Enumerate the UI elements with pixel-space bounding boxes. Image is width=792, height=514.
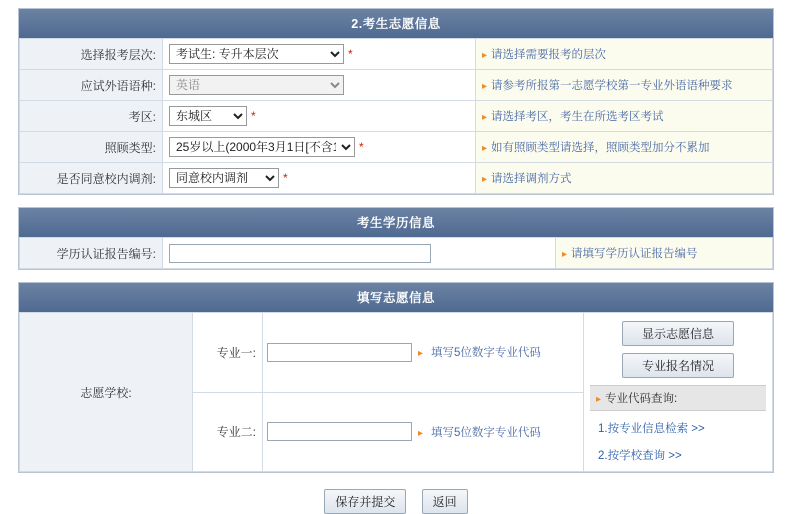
bullet-icon: ▸ [418,427,424,439]
table-row [20,70,773,101]
candidate-info-panel [18,8,774,195]
bullet-icon: ▸ [596,394,602,405]
search-by-school-link[interactable]: 2.按学校查询 >> [598,450,682,462]
candidate-info-table [19,38,773,194]
major-code-query-header [590,385,766,411]
foreign-language-field-cell [163,70,476,101]
side-panel-inner [584,313,772,471]
transfer-select[interactable] [169,168,279,188]
level-hint: 请选择需要报考的层次 [491,49,607,61]
major-one-label: 专业一: [193,313,263,393]
foreign-language-label: 应试外语语种: [20,70,163,101]
foreign-language-hint: 请参考所报第一志愿学校第一专业外语语种要求 [491,80,733,92]
exam-district-label: 考区: [20,101,163,132]
transfer-hint-cell [476,163,773,194]
major-one-hint: 填写5位数字专业代码 [431,347,541,360]
care-type-field-cell [163,132,476,163]
level-required-mark: * [348,47,353,61]
cert-number-hint: 请填写学历认证报告编号 [571,248,698,260]
transfer-field-cell [163,163,476,194]
table-row [20,163,773,194]
table-row [20,39,773,70]
exam-district-required-mark: * [251,109,256,123]
major-two-input[interactable] [267,422,412,441]
cert-number-field-cell [163,238,556,269]
education-info-title: 考生学历信息 [19,208,773,237]
major-two-field-cell [263,392,584,472]
major-one-field-cell [263,313,584,393]
education-info-panel [18,207,774,270]
care-type-hint-cell [476,132,773,163]
bullet-icon: ▸ [482,112,488,123]
care-type-label: 照顾类型: [20,132,163,163]
exam-district-hint-cell [476,101,773,132]
back-button[interactable]: 返回 [422,489,468,514]
table-row [20,238,773,269]
save-and-submit-button[interactable]: 保存并提交 [324,489,406,514]
table-row [20,132,773,163]
major-registration-status-button[interactable]: 专业报名情况 [622,353,734,378]
candidate-info-title: 2.考生志愿信息 [19,9,773,38]
cert-number-hint-cell [556,238,773,269]
level-label: 选择报考层次: [20,39,163,70]
table-row [20,313,773,393]
wish-info-table [19,312,773,472]
form-footer [18,485,774,514]
exam-district-hint: 请选择考区，考生在所选考区考试 [491,111,664,123]
bullet-icon: ▸ [562,249,568,260]
bullet-icon: ▸ [482,50,488,61]
wish-info-panel [18,282,774,473]
bullet-icon: ▸ [482,81,488,92]
exam-district-select[interactable] [169,106,247,126]
bullet-icon: ▸ [482,143,488,154]
table-row [20,101,773,132]
wish-side-panel [584,313,773,472]
transfer-required-mark: * [283,171,288,185]
care-type-required-mark: * [359,140,364,154]
major-code-query-title: 专业代码查询: [605,393,678,405]
wish-school-label: 志愿学校: [20,313,193,472]
major-two-hint: 填写5位数字专业代码 [431,426,541,439]
cert-number-input[interactable] [169,244,431,263]
level-hint-cell [476,39,773,70]
bullet-icon: ▸ [418,348,424,360]
level-field-cell [163,39,476,70]
care-type-select[interactable] [169,137,355,157]
bullet-icon: ▸ [482,174,488,185]
transfer-hint: 请选择调剂方式 [491,173,572,185]
transfer-label: 是否同意校内调剂: [20,163,163,194]
wish-info-title: 填写志愿信息 [19,283,773,312]
show-wish-info-button[interactable]: 显示志愿信息 [622,321,734,346]
exam-district-field-cell [163,101,476,132]
major-two-label: 专业二: [193,392,263,472]
search-by-major-link[interactable]: 1.按专业信息检索 >> [598,423,705,435]
foreign-language-hint-cell [476,70,773,101]
level-select[interactable] [169,44,344,64]
education-info-table [19,237,773,269]
foreign-language-select[interactable] [169,75,344,95]
care-type-hint: 如有照顾类型请选择，照顾类型加分不累加 [491,142,710,154]
major-one-input[interactable] [267,343,412,362]
cert-number-label: 学历认证报告编号: [20,238,163,269]
